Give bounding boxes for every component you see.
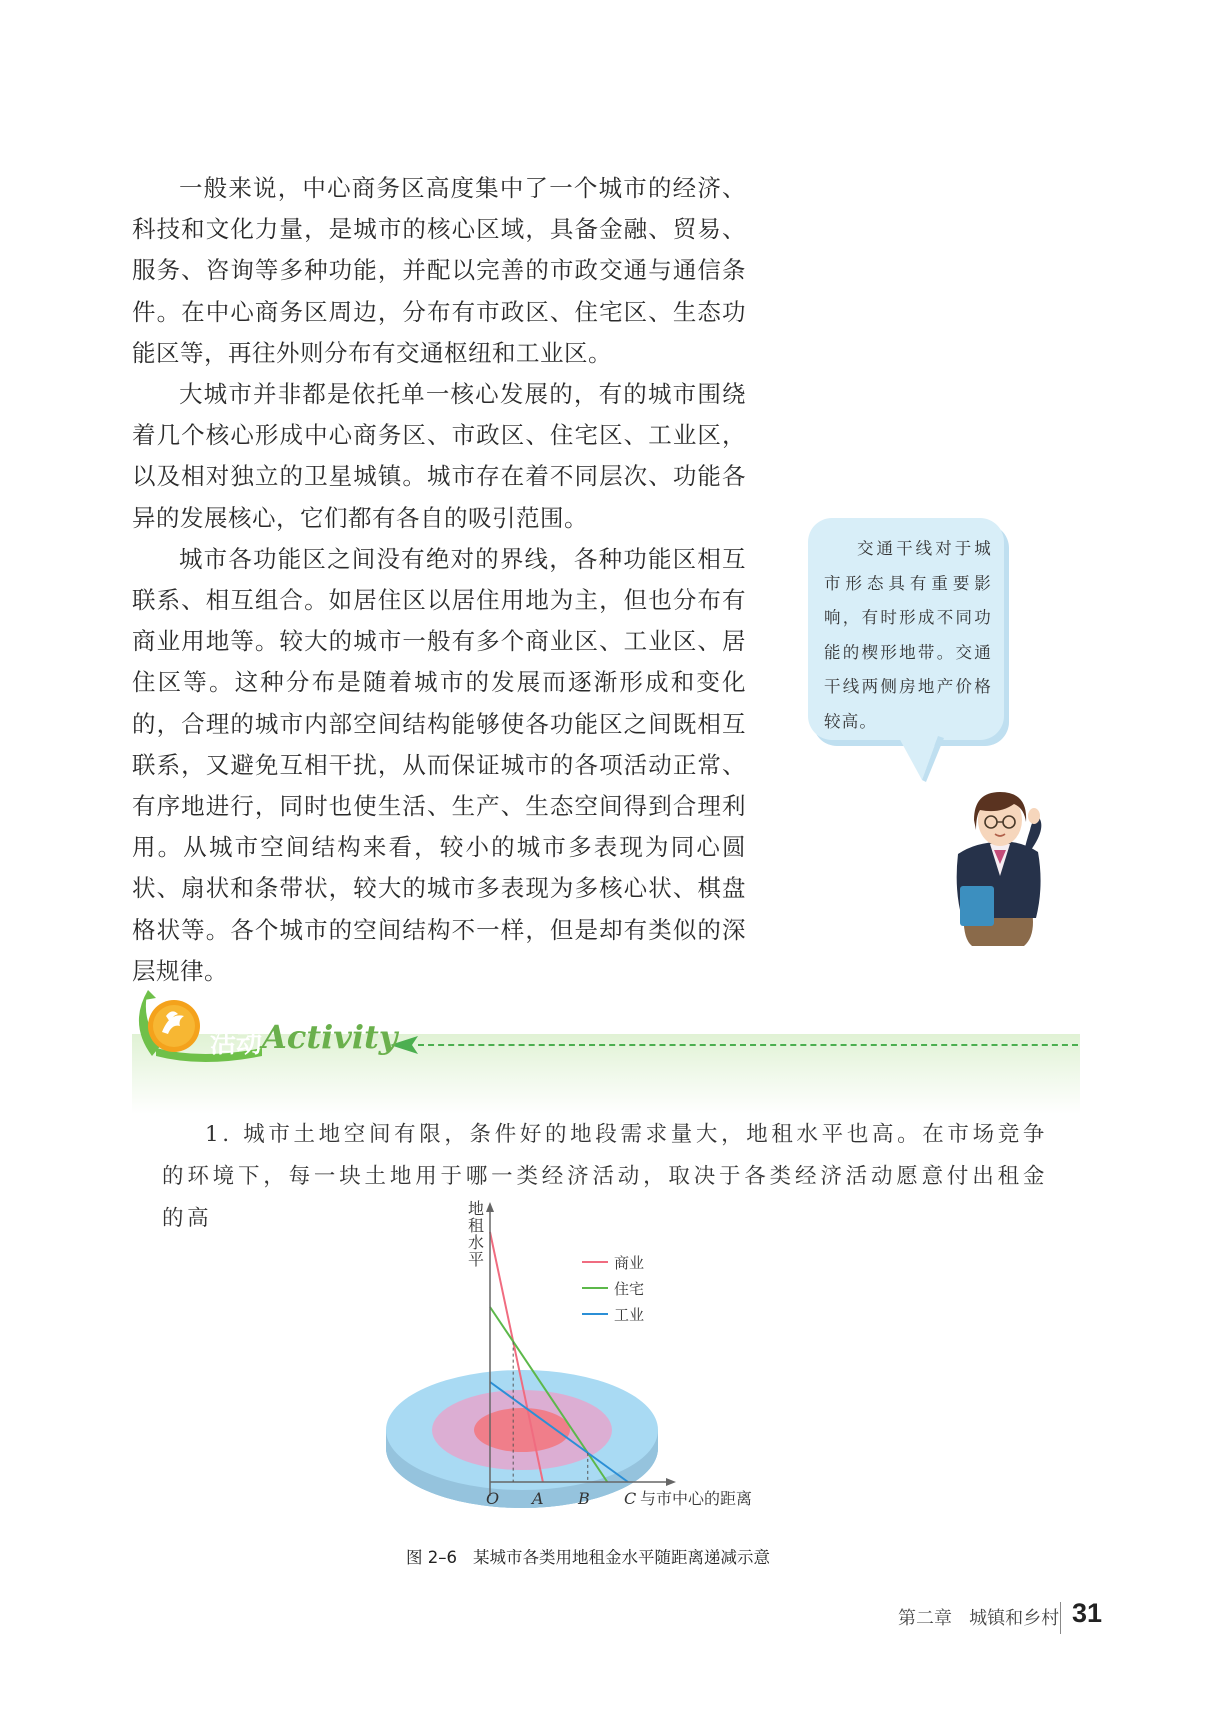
footer-chapter-title: 城镇和乡村 xyxy=(969,1608,1060,1629)
caption-title: 某城市各类用地租金水平随距离递减示意 xyxy=(473,1548,770,1567)
x-axis-arrow xyxy=(666,1478,676,1486)
activity-question-1: 1. 城市土地空间有限，条件好的地段需求量大，地租水平也高。在市场竞争的环境下，每一块土地用于哪一类经济活动，取决于各类经济活动愿意付出租金的高 xyxy=(162,1122,1048,1231)
sidebar-note-text: 交通干线对于城市形态具有重要影响，有时形成不同功能的楔形地带。交通干线两侧房地产价格较高。 xyxy=(824,539,992,731)
paragraph-cbd: 一般来说，中心商务区高度集中了一个城市的经济、科技和文化力量，是城市的核心区域，具备金融、贸易、服务、咨询等多种功能，并配以完善的市政交通与通信条件。在中心商务区周边，分布有市政区、住宅区、生态功能区等，再往外则分布有交通枢纽和工业区。 xyxy=(132,174,746,367)
paragraph-multi-core: 大城市并非都是依托单一核心发展的，有的城市围绕着几个核心形成中心商务区、市政区、住宅区、工业区，以及相对独立的卫星城镇。城市存在着不同层次、功能各异的发展核心，它们都有各自的吸引范围。 xyxy=(132,380,746,532)
rent-gradient-figure xyxy=(370,1196,850,1526)
chart-legend xyxy=(582,1254,644,1324)
concentric-zone-disk xyxy=(386,1370,658,1508)
legend-label-2: 住宅 xyxy=(614,1280,645,1298)
teacher-illustration xyxy=(944,790,1054,946)
footer-divider xyxy=(1060,1602,1061,1634)
body-text xyxy=(132,168,746,992)
x-axis-label: 与市中心的距离 xyxy=(640,1489,753,1508)
page-footer xyxy=(898,1604,1059,1630)
sidebar-note-bubble xyxy=(808,518,1004,740)
tick-label-A: A xyxy=(532,1489,544,1508)
page-number: 31 xyxy=(1072,1598,1103,1628)
tick-label-B: B xyxy=(578,1489,590,1508)
paragraph-functional-zones: 城市各功能区之间没有绝对的界线，各种功能区相互联系、相互组合。如居住区以居住用地为主，但也分布有商业用地等。较大的城市一般有多个商业区、工业区、居住区等。这种分布是随着城市的发展而逐渐形成和变化的，合理的城市内部空间结构能够使各功能区之间既相互联系，又避免互相干扰，从而保证城市的各项活动正常、有序地进行，同时也使生活、生产、生态空间得到合理利用。从城市空间结构来看，较小的城市多表现为同心圆状、扇状和条带状，较大的城市多表现为多核心状、棋盘格状等。各个城市的空间结构不一样，但是却有类似的深层规律。 xyxy=(132,544,746,985)
y-axis-arrow xyxy=(486,1202,494,1212)
legend-label-3: 工业 xyxy=(614,1306,645,1324)
y-axis-label: 地租水平 xyxy=(468,1199,485,1269)
legend-label-1: 商业 xyxy=(614,1254,645,1272)
figure-caption xyxy=(406,1544,770,1568)
tick-label-O: O xyxy=(486,1489,500,1508)
activity-label-en: Activity xyxy=(262,1018,398,1056)
activity-dashed-line xyxy=(418,1044,1078,1046)
footer-chapter: 第二章 xyxy=(898,1608,952,1629)
activity-label-cn: 活动 xyxy=(210,1029,263,1059)
tick-label-C: C xyxy=(624,1489,637,1508)
caption-number: 图 2–6 xyxy=(406,1548,457,1567)
bubble-tail xyxy=(896,736,956,782)
